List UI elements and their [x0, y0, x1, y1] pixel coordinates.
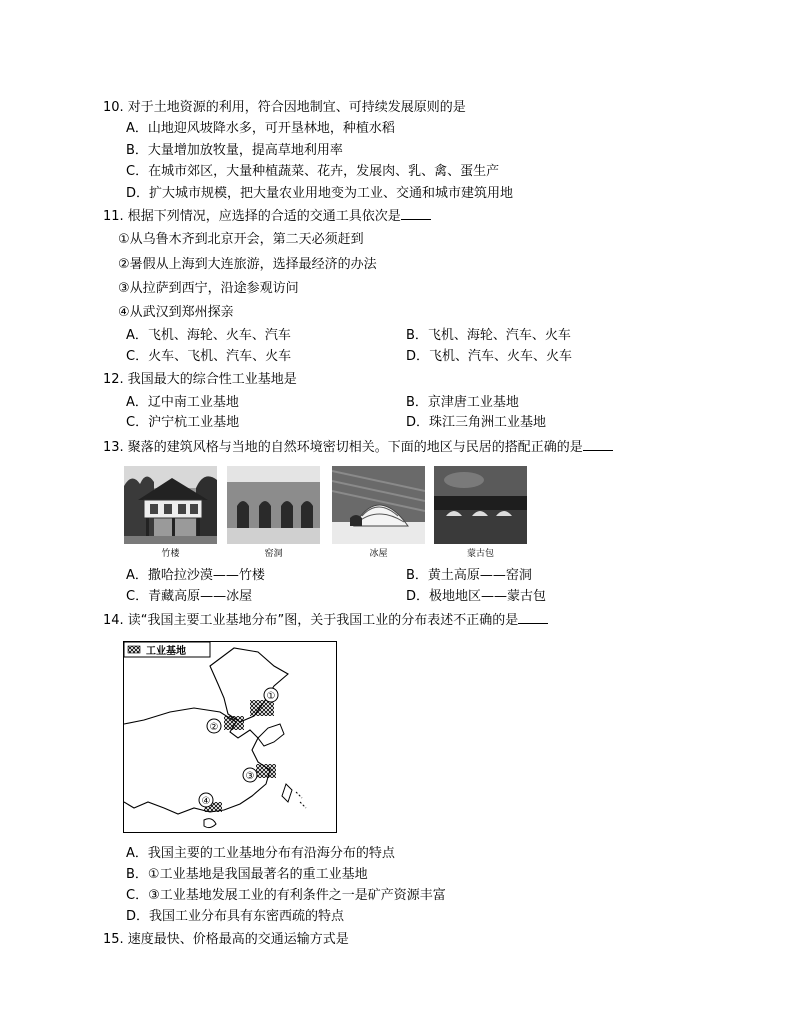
q12-option-d: D．珠江三角洲工业基地	[406, 415, 547, 430]
answer-blank	[583, 438, 613, 451]
q11-option-b: B．飞机、海轮、汽车、火车	[406, 328, 571, 343]
q10-option-d: D．扩大城市规模，把大量农业用地变为工业、交通和城市建筑用地	[126, 186, 514, 201]
q14-option-a: A．我国主要的工业基地分布有沿海分布的特点	[126, 846, 395, 861]
q12-option-a: A．辽中南工业基地	[126, 395, 239, 410]
q12-option-c: C．沪宁杭工业基地	[126, 415, 240, 430]
map-marker-2: ②	[209, 722, 219, 733]
q14-stem	[103, 611, 548, 630]
q13-option-a: A．撒哈拉沙漠——竹楼	[126, 568, 265, 583]
q11-stem	[103, 207, 431, 226]
q12-stem: 12. 我国最大的综合性工业基地是	[103, 372, 297, 387]
q13-stem	[103, 438, 613, 457]
industrial-bases-map	[123, 641, 337, 833]
igloo-caption: 冰屋	[369, 549, 388, 559]
q14-option-d: D．我国工业分布具有东密西疏的特点	[126, 909, 345, 924]
q13-option-d: D．极地地区——蒙古包	[406, 589, 547, 604]
q11-item-2: ②暑假从上海到大连旅游，选择最经济的办法	[118, 257, 377, 272]
q13-option-b: B．黄土高原——窑洞	[406, 568, 532, 583]
q11-stem-text: 11. 根据下列情况，应选择的合适的交通工具依次是	[103, 209, 401, 224]
cave-dwelling-caption: 窑洞	[264, 549, 283, 559]
answer-blank	[401, 207, 431, 220]
q14-option-b: B．①工业基地是我国最著名的重工业基地	[126, 867, 368, 882]
q15-stem: 15. 速度最快、价格最高的交通运输方式是	[103, 932, 349, 947]
map-marker-4: ④	[201, 796, 211, 807]
map-legend-label: 工业基地	[146, 646, 186, 657]
q11-item-3: ③从拉萨到西宁，沿途参观访问	[118, 281, 299, 296]
q13-option-c: C．青藏高原——冰屋	[126, 589, 253, 604]
q10-option-a: A．山地迎风坡降水多，可开垦林地，种植水稻	[126, 121, 395, 136]
q14-option-c: C．③工业基地发展工业的有利条件之一是矿产资源丰富	[126, 888, 446, 903]
yurt-caption: 蒙古包	[466, 549, 494, 559]
q11-item-4: ④从武汉到郑州探亲	[118, 305, 234, 320]
igloo-photo	[332, 466, 425, 544]
yurt-photo	[434, 466, 527, 544]
q13-stem-text: 13. 聚落的建筑风格与当地的自然环境密切相关。下面的地区与民居的搭配正确的是	[103, 440, 583, 455]
map-marker-1: ①	[266, 691, 276, 702]
q11-item-1: ①从乌鲁木齐到北京开会，第二天必须赶到	[118, 232, 364, 247]
q10-stem: 10. 对于土地资源的利用，符合因地制宜、可持续发展原则的是	[103, 100, 466, 115]
q14-stem-text: 14. 读“我国主要工业基地分布”图，关于我国工业的分布表述不正确的是	[103, 613, 519, 628]
q10-option-c: C．在城市郊区，大量种植蔬菜、花卉，发展肉、乳、禽、蛋生产	[126, 164, 500, 179]
answer-blank	[518, 611, 548, 624]
q11-option-a: A．飞机、海轮、火车、汽车	[126, 328, 291, 343]
q12-option-b: B．京津唐工业基地	[406, 395, 519, 410]
q11-option-c: C．火车、飞机、汽车、火车	[126, 349, 292, 364]
bamboo-house-photo	[124, 466, 217, 544]
q10-option-b: B．大量增加放牧量，提高草地利用率	[126, 143, 343, 158]
map-marker-3: ③	[245, 771, 255, 782]
cave-dwelling-photo	[227, 466, 320, 544]
bamboo-house-caption: 竹楼	[161, 549, 180, 559]
q11-option-d: D．飞机、汽车、火车、火车	[406, 349, 573, 364]
